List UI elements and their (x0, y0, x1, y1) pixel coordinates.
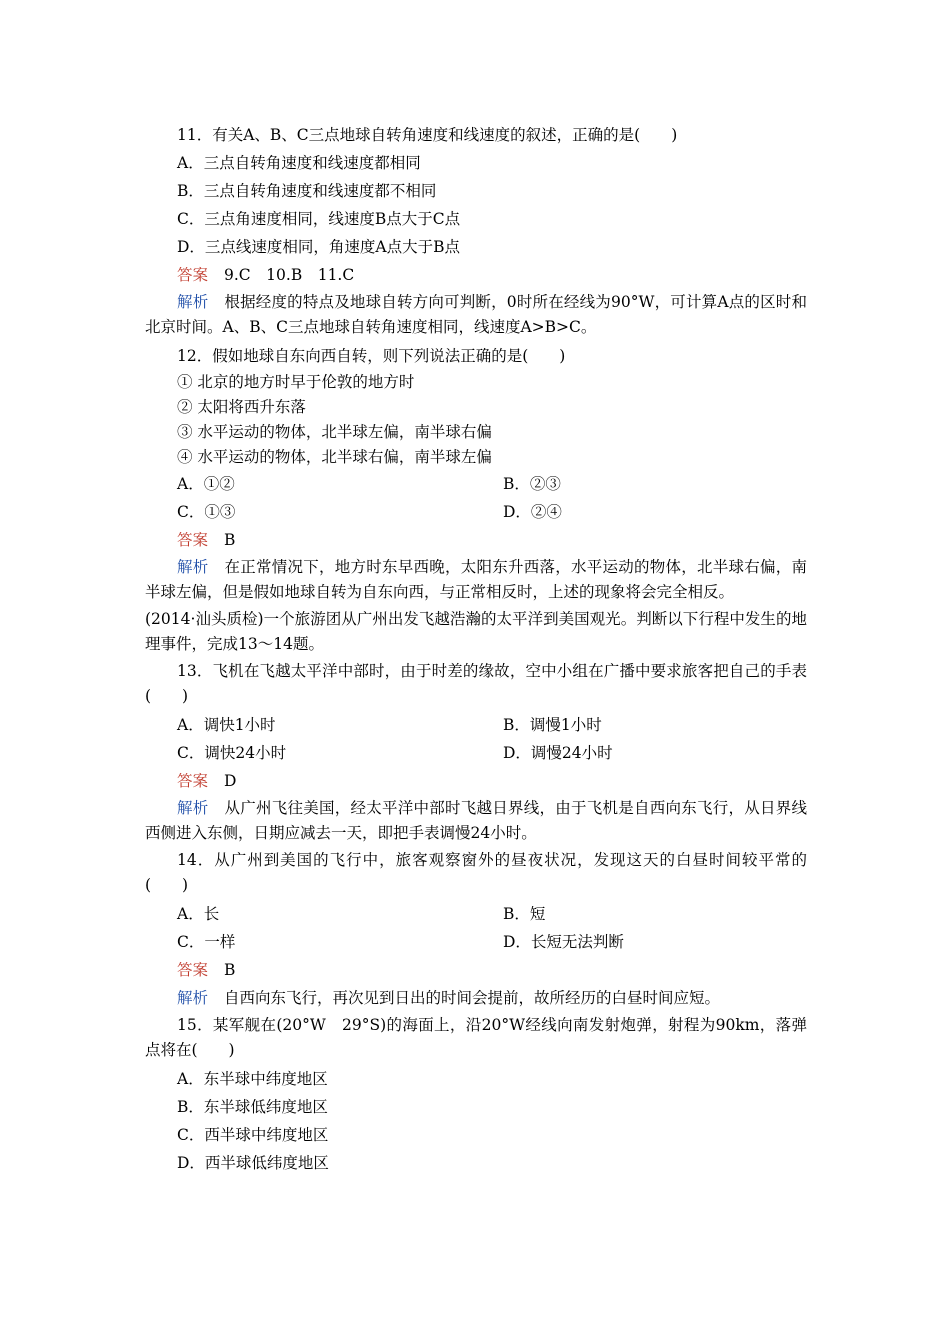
q12-options-row-2 (145, 498, 807, 526)
q12-answer: B (224, 531, 236, 549)
q12-options-row-1 (145, 470, 807, 498)
answer-label: 答案 (177, 531, 209, 549)
q15-option-d: D．西半球低纬度地区 (177, 1154, 329, 1172)
q14-answer-row (145, 956, 807, 984)
q12-analysis-text: 在正常情况下，地方时东早西晚，太阳东升西落，水平运动的物体，北半球右偏，南半球左偏，但是假如地球自转为自东向西，与正常相反时，上述的现象将会完全相反。 (145, 558, 807, 601)
q12-analysis (145, 555, 807, 605)
q13-option-d: D．调慢24小时 (503, 744, 613, 762)
q11-analysis-text: 根据经度的特点及地球自转方向可判断，0时所在经线为90°W，可计算A点的区时和北京时间。A、B、C三点地球自转角速度相同，线速度A>B>C。 (145, 293, 807, 336)
analysis-label: 解析 (177, 799, 209, 817)
q11-stem: 11．有关A、B、C三点地球自转角速度和线速度的叙述，正确的是( ) (177, 126, 678, 144)
q12-option-c: C．①③ (177, 503, 236, 521)
q12-option-a: A．①② (177, 475, 235, 493)
q14-option-b: B．短 (503, 905, 546, 923)
q11-answer: 9.C 10.B 11.C (224, 266, 355, 284)
q13-option-c: C．调快24小时 (177, 744, 287, 762)
q12-option-b: B．②③ (503, 475, 561, 493)
q11-option-b: B．三点自转角速度和线速度都不相同 (177, 182, 437, 200)
q13-option-b: B．调慢1小时 (503, 716, 602, 734)
q12-stem: 12．假如地球自东向西自转，则下列说法正确的是( ) (177, 347, 566, 365)
q12-item-1: ① 北京的地方时早于伦敦的地方时 (177, 373, 415, 391)
analysis-label: 解析 (177, 293, 209, 311)
q12-item-4: ④ 水平运动的物体，北半球右偏，南半球左偏 (177, 448, 492, 466)
q13-analysis (145, 796, 807, 846)
q11-analysis (145, 290, 807, 340)
q11-option-d: D．三点线速度相同，角速度A点大于B点 (177, 238, 461, 256)
q12-item-3: ③ 水平运动的物体，北半球左偏，南半球右偏 (177, 423, 492, 441)
q12-item-2: ② 太阳将西升东落 (177, 398, 306, 416)
q13-answer-row (145, 767, 807, 795)
q13-options-row-2 (145, 739, 807, 767)
q14-option-a: A．长 (177, 905, 220, 923)
q14-option-c: C．一样 (177, 933, 236, 951)
q14-analysis-text: 自西向东飞行，再次见到日出的时间会提前，故所经历的白昼时间应短。 (224, 989, 721, 1007)
q11-answer-row (145, 261, 807, 289)
q11-option-a: A．三点自转角速度和线速度都相同 (177, 154, 421, 172)
q13-options-row-1 (145, 711, 807, 739)
q14-options-row-2 (145, 928, 807, 956)
q12-option-d: D．②④ (503, 503, 562, 521)
group-intro: (2014·汕头质检)一个旅游团从广州出发飞越浩瀚的太平洋到美国观光。判断以下行程中发生的地理事件，完成13～14题。 (145, 610, 807, 653)
analysis-label: 解析 (177, 558, 209, 576)
q15-stem: 15．某军舰在(20°W 29°S)的海面上，沿20°W经线向南发射炮弹，射程为90km，落弹点将在( ) (145, 1016, 807, 1059)
q14-analysis (145, 984, 807, 1012)
answer-label: 答案 (177, 266, 209, 284)
q12-answer-row (145, 526, 807, 554)
q13-answer: D (224, 772, 237, 790)
q14-stem: 14．从广州到美国的飞行中，旅客观察窗外的昼夜状况，发现这天的白昼时间较平常的( ) (145, 851, 807, 894)
q13-analysis-text: 从广州飞往美国，经太平洋中部时飞越日界线，由于飞机是自西向东飞行，从日界线西侧进入东侧，日期应减去一天，即把手表调慢24小时。 (145, 799, 807, 842)
analysis-label: 解析 (177, 989, 209, 1007)
q15-option-c: C．西半球中纬度地区 (177, 1126, 329, 1144)
answer-label: 答案 (177, 961, 209, 979)
q13-stem: 13．飞机在飞越太平洋中部时，由于时差的缘故，空中小组在广播中要求旅客把自己的手表( ) (145, 662, 807, 705)
answer-label: 答案 (177, 772, 209, 790)
q15-option-b: B．东半球低纬度地区 (177, 1098, 328, 1116)
q15-option-a: A．东半球中纬度地区 (177, 1070, 328, 1088)
q14-answer: B (224, 961, 236, 979)
q14-options-row-1 (145, 900, 807, 928)
q14-option-d: D．长短无法判断 (503, 933, 624, 951)
q13-option-a: A．调快1小时 (177, 716, 276, 734)
document-body (145, 121, 807, 1177)
q11-option-c: C．三点角速度相同，线速度B点大于C点 (177, 210, 461, 228)
